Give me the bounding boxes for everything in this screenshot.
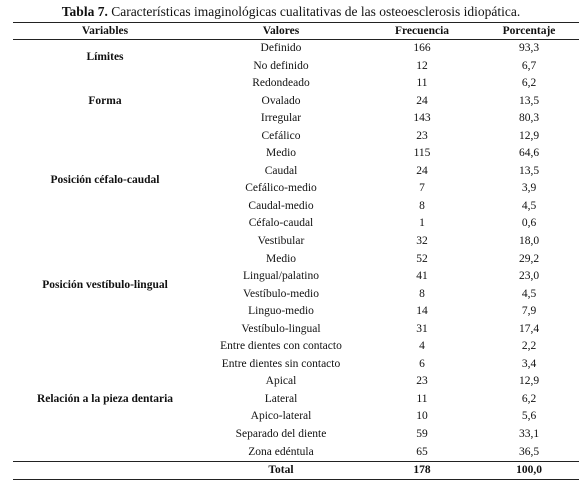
variable-cell: Límites [86,50,124,63]
variable-cell: Posición céfalo-caudal [50,173,160,186]
valor-cell: Irregular [260,112,302,125]
table-body [13,40,579,462]
table-row [13,128,579,146]
valor-cell: Linguo-medio [248,305,314,318]
valor-cell: Caudal [264,164,298,177]
table-row [13,40,579,58]
table-row [13,338,579,356]
valor-cell: Medio [265,252,297,265]
frecuencia-cell: 24 [416,164,428,177]
valor-cell: Cefálico-medio [245,182,317,195]
table-row [13,233,579,251]
frecuencia-cell: 24 [416,94,428,107]
porcentaje-cell: 23,0 [518,270,540,283]
valor-cell: Apico-lateral [250,410,312,423]
variable-cell: Forma [88,94,122,107]
porcentaje-cell: 18,0 [518,235,540,248]
porcentaje-cell: 29,2 [518,252,540,265]
porcentaje-cell: 6,2 [521,77,537,90]
variable-cell: Relación a la pieza dentaria [36,392,174,405]
table-caption-label: Tabla 7. [61,4,108,19]
frecuencia-cell: 8 [419,199,425,212]
frecuencia-cell: 7 [419,182,425,195]
total-row [13,462,579,480]
porcentaje-cell: 17,4 [518,322,540,335]
frecuencia-cell: 23 [416,375,428,388]
valor-cell: Separado del diente [235,428,327,441]
porcentaje-cell: 93,3 [518,42,540,54]
valor-cell: Céfalo-caudal [248,217,314,230]
frecuencia-cell: 12 [416,59,428,72]
frecuencia-cell: 10 [416,410,428,423]
porcentaje-cell: 12,9 [518,375,540,388]
header-variables: Variables [13,23,197,40]
porcentaje-cell: 6,7 [521,59,537,72]
porcentaje-cell: 13,5 [518,164,540,177]
header-valores: Valores [197,23,365,40]
frecuencia-cell: 32 [416,235,428,248]
porcentaje-cell: 13,5 [518,94,540,107]
frecuencia-cell: 23 [416,129,428,142]
variable-cell: Posición vestíbulo-lingual [42,278,168,291]
porcentaje-cell: 2,2 [521,340,537,353]
frecuencia-cell: 8 [419,287,425,300]
porcentaje-cell: 3,4 [521,357,537,370]
porcentaje-cell: 7,9 [521,305,537,318]
porcentaje-cell: 12,9 [518,129,540,142]
porcentaje-cell: 64,6 [518,147,540,160]
frecuencia-cell: 4 [419,340,425,353]
total-spacer [13,462,197,480]
frecuencia-cell: 65 [416,445,428,458]
valor-cell: Entre dientes con contacto [220,340,342,353]
valor-cell: Zona edéntula [248,445,314,458]
porcentaje-cell: 3,9 [521,182,537,195]
porcentaje-cell: 4,5 [521,199,537,212]
valor-cell: Cefálico [261,129,301,142]
total-porcentaje: 100,0 [479,462,579,480]
porcentaje-cell: 6,2 [521,392,537,405]
results-table [13,22,579,480]
table-caption-text: Características imaginológicas cualitativas de las osteoesclerosis idiopática. [111,4,521,19]
table-row [13,75,579,93]
header-porcentaje: Porcentaje [479,23,579,40]
frecuencia-cell: 143 [413,112,431,125]
valor-cell: Definido [260,42,302,54]
porcentaje-cell: 5,6 [521,410,537,423]
valor-cell: Apical [265,375,297,388]
valor-cell: No definido [253,59,309,72]
frecuencia-cell: 41 [416,270,428,283]
porcentaje-cell: 33,1 [518,428,540,441]
valor-cell: Vestíbulo-lingual [241,322,321,335]
porcentaje-cell: 36,5 [518,445,540,458]
valor-cell: Medio [265,147,297,160]
valor-cell: Lateral [264,392,298,405]
porcentaje-cell: 4,5 [521,287,537,300]
frecuencia-cell: 11 [416,392,428,405]
valor-cell: Entre dientes sin contacto [221,357,341,370]
porcentaje-cell: 80,3 [518,112,540,125]
valor-cell: Vestibular [257,235,305,248]
valor-cell: Vestíbulo-medio [242,287,320,300]
total-label: Total [197,462,365,480]
frecuencia-cell: 59 [416,428,428,441]
valor-cell: Lingual/palatino [242,270,319,283]
valor-cell: Ovalado [261,94,301,107]
frecuencia-cell: 166 [413,42,431,54]
frecuencia-cell: 14 [416,305,428,318]
valor-cell: Redondeado [252,77,310,90]
table-caption [0,4,582,20]
frecuencia-cell: 1 [419,217,425,230]
total-frecuencia: 178 [365,462,479,480]
frecuencia-cell: 31 [416,322,428,335]
header-frecuencia: Frecuencia [365,23,479,40]
frecuencia-cell: 115 [413,147,431,160]
frecuencia-cell: 11 [416,77,428,90]
valor-cell: Caudal-medio [248,199,314,212]
frecuencia-cell: 52 [416,252,428,265]
header-row [13,23,579,40]
porcentaje-cell: 0,6 [521,217,537,230]
frecuencia-cell: 6 [419,357,425,370]
